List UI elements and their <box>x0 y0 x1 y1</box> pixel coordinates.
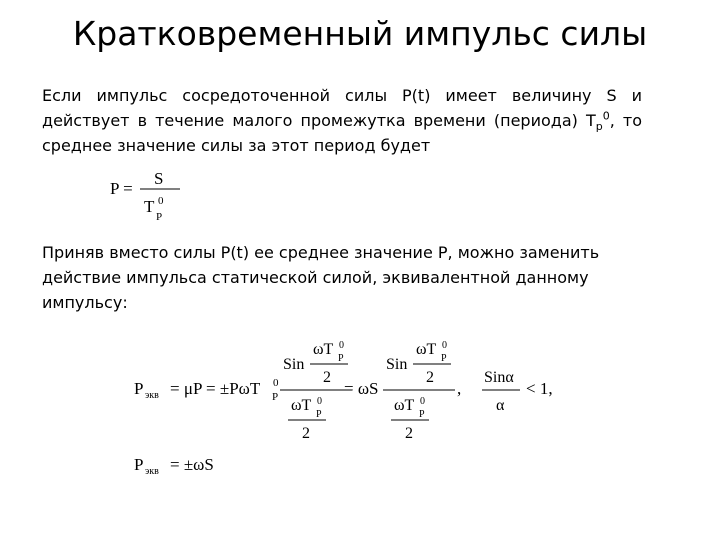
intro-line-2 <box>42 108 642 133</box>
frac1-sup-top: 0 <box>339 340 344 351</box>
average-force-formula <box>100 162 220 232</box>
intro-line-2-text: действует в течение малого промежутка времени (периода) T <box>42 111 596 130</box>
formula2-T-sup: 0 <box>273 377 279 389</box>
formula2-comma: , <box>457 379 462 398</box>
formula3-lhs: P <box>134 455 144 474</box>
simplified-force-formula <box>130 452 270 480</box>
intro-line-2-end: , то <box>609 111 642 130</box>
slide-title: Кратковременный импульс силы <box>72 14 648 53</box>
intro-line-1: Если импульс сосредоточенной силы P(t) имеет величину S и <box>42 86 642 105</box>
formula2-eq1: = μP = ±PωT <box>170 379 261 398</box>
formula1-numerator: S <box>154 169 164 188</box>
formula2-eq2: = ωS <box>344 379 379 398</box>
frac2-sup-top: 0 <box>442 340 447 351</box>
frac1-sub-bottom: P <box>316 409 322 420</box>
formula3-lhs-sub: экв <box>145 466 159 477</box>
frac1-two-top: 2 <box>323 369 331 386</box>
frac2-sin: Sin <box>386 356 408 373</box>
formula3-rhs: = ±ωS <box>170 455 214 474</box>
formula2-T-sub: P <box>272 391 279 403</box>
frac2-omegaT-top: ωT <box>416 341 437 358</box>
cond-lt: < 1, <box>526 379 553 398</box>
intro-paragraph <box>42 83 642 158</box>
frac1-omegaT-top: ωT <box>313 341 334 358</box>
frac2-sub-bottom: P <box>419 409 425 420</box>
frac1-sup-bottom: 0 <box>317 396 322 407</box>
frac1-two-bottom: 2 <box>302 425 310 442</box>
frac1-sub-top: P <box>338 353 344 364</box>
formula2-lhs: P <box>134 379 144 398</box>
frac2-two-top: 2 <box>426 369 434 386</box>
intro-line-3: среднее значение силы за этот период будет <box>42 136 431 155</box>
period-subscript: p <box>595 120 603 134</box>
frac2-sub-top: P <box>441 353 447 364</box>
second-paragraph <box>42 240 642 315</box>
frac2-sup-bottom: 0 <box>420 396 425 407</box>
second-line-2: действие импульса статической силой, эквивалентной данному <box>42 268 589 287</box>
formula1-lhs: P = <box>110 179 133 198</box>
frac2-two-bottom: 2 <box>405 425 413 442</box>
frac1-sin: Sin <box>283 356 305 373</box>
formula1-den-sup: 0 <box>158 195 164 207</box>
formula1-den-T: T <box>144 197 155 216</box>
frac1-omegaT-bottom: ωT <box>291 397 312 414</box>
formula2-lhs-sub: экв <box>145 390 159 401</box>
equivalent-force-formula <box>130 338 570 448</box>
second-line-1: Приняв вместо силы P(t) ее среднее значение P, можно заменить <box>42 243 600 262</box>
cond-alpha: α <box>496 397 505 414</box>
period-superscript: 0 <box>602 109 610 123</box>
cond-sina: Sinα <box>484 369 514 386</box>
frac2-omegaT-bottom: ωT <box>394 397 415 414</box>
formula1-den-sub: P <box>156 211 163 223</box>
second-line-3: импульсу: <box>42 293 128 312</box>
